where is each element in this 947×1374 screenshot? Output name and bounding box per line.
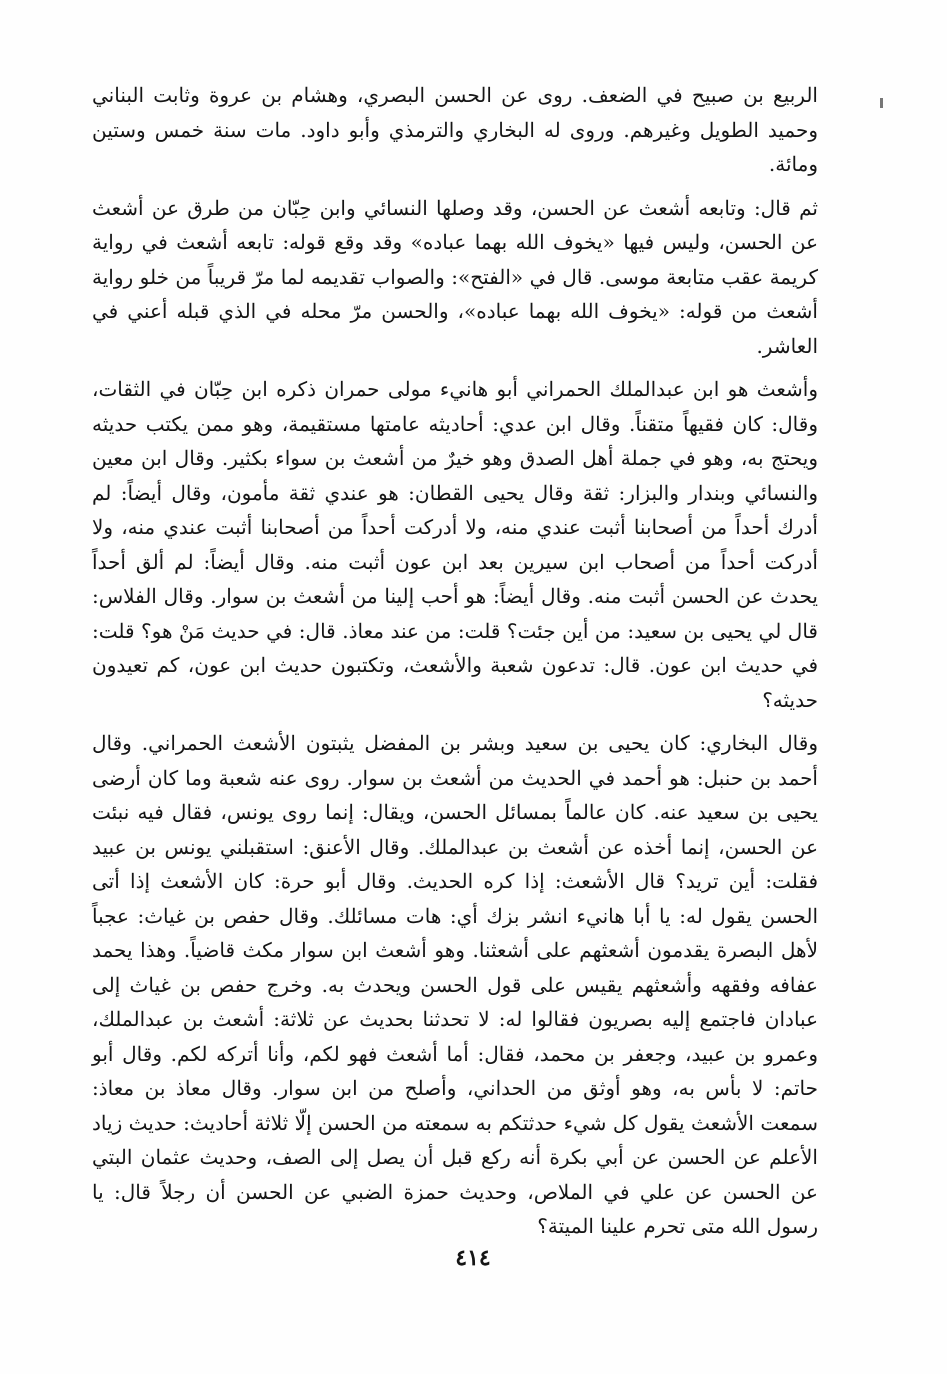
paragraph-3: وأشعث هو ابن عبدالملك الحمراني أبو هانيء مولى حمران ذكره ابن حِبّان في الثقات، وقال: كان فقيهاً متقناً. وقال ابن عدي: أحاديثه عامتها مستقيمة، وهو ممن يكتب حديثه ويحتج به، وهو في جملة أهل الصدق وهو خيرٌ من أشعث بن سواء بكثير. وقال ابن معين والنسائي وبندار والبزار: ثقة وقال يحيى القطان: هو عندي ثقة مأمون، وقال أيضاً: لم أدرك أحداً من أصحابنا أثبت عندي منه، ولا أدركت أحداً من أصحابنا أثبت عندي منه، ولا أدركت أحداً من أصحاب ابن سيرين بعد ابن عون أثبت منه. وقال أيضاً: لم ألق أحداً يحدث عن الحسن أثبت منه. وقال أيضاً: هو أحب إلينا من أشعث بن سوار. وقال الفلاس: قال لي يحيى بن سعيد: من أين جئت؟ قلت: من عند معاذ. قال: في حديث مَنْ هو؟ قلت: في حديث ابن عون. قال: تدعون شعبة والأشعث، وتكتبون حديث ابن عون، كم تعيدون حديثه؟: [92, 377, 818, 712]
paragraph-4: وقال البخاري: كان يحيى بن سعيد وبشر بن المفضل يثبتون الأشعث الحمراني. وقال أحمد بن حنبل: هو أحمد في الحديث من أشعث بن سوار. روى عنه شعبة وما كان أرضى يحيى بن سعيد عنه. كان عالماً بمسائل الحسن، ويقال: إنما روى يونس، فقال فيه نبئت عن الحسن، إنما أخذه عن أشعث بن عبدالملك. وقال الأعنق: استقبلني يونس بن عبيد فقلت: أين تريد؟ قال الأشعث: إذا كره الحديث. وقال أبو حرة: كان الأشعث إذا أتى الحسن يقول له: يا أبا هانيء انشر بزك أي: هات مسائلك. وقال حفص بن غياث: عجباً لأهل البصرة يقدمون أشعثهم على أشعثنا. وهو أشعث ابن سوار مكث قاضياً. وهذا يحمد عفافه وفقهه وأشعثهم يقيس على قول الحسن ويحدث به. وخرج حفص بن غياث إلى عبادان فاجتمع إليه بصريون فقالوا له: لا تحدثنا بحديث عن ثلاثة: أشعث بن عبدالملك، وعمرو بن عبيد، وجعفر بن محمد، فقال: أما أشعث فهو لكم، وأنا أتركه لكم. وقال أبو حاتم: لا بأس به، وهو أوثق من الحداني، وأصلح من ابن سوار. وقال معاذ بن معاذ: سمعت الأشعث يقول كل شيء حدثتكم به سمعته من الحسن إلّا ثلاثة أحاديث: حديث زياد الأعلم عن الحسن عن أبي بكرة أنه ركع قبل أن يصل إلى الصف، وحديث عثمان البتي عن الحسن عن علي في الملاص، وحديث حمزة الضبي عن الحسن أن رجلاً قال: يا رسول الله متى تحرم علينا الميتة؟: [92, 731, 819, 1238]
margin-mark: [880, 98, 883, 108]
page-number: ٤١٤: [455, 1245, 491, 1271]
paragraph-2: ثم قال: وتابعه أشعث عن الحسن، وقد وصلها النسائي وابن حِبّان من طرق عن أشعث عن الحسن، وليس فيها «يخوف الله بهما عباده» وقد وقع قوله: تابعه أشعث في رواية كريمة عقب متابعة موسى. قال في «الفتح»: والصواب تقديمه لما مرّ قريباً من خلو رواية أشعث من قوله: «يخوف الله بهما عباده»، والحسن مرّ محله في الذي قبله أعني في العاشر.: [92, 195, 818, 358]
paragraph-1: الربيع بن صبيح في الضعف. روى عن الحسن البصري، وهشام بن عروة وثابت البناني وحميد الطويل وغيرهم. وروى له البخاري والترمذي وأبو داود. مات سنة خمس وستين ومائة.: [92, 83, 818, 176]
body-text: [92, 78, 818, 1253]
